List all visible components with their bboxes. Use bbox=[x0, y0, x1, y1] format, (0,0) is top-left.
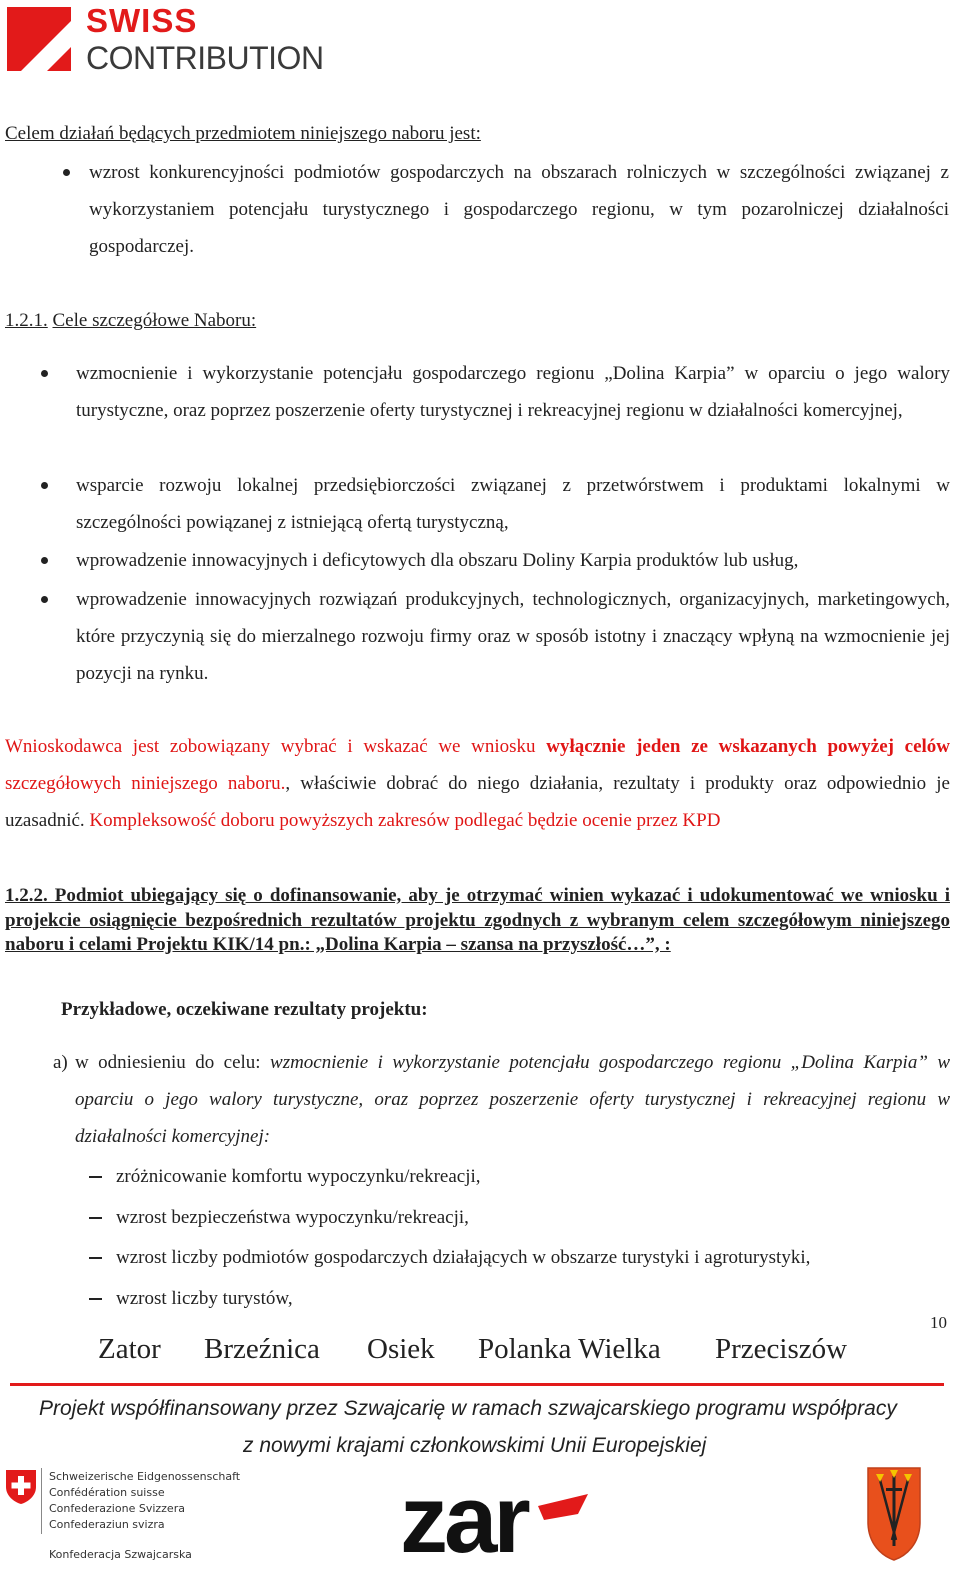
section-121-number: 1.2.1. bbox=[5, 310, 48, 331]
footer-divider bbox=[10, 1383, 944, 1386]
selection-notice bbox=[5, 728, 950, 839]
notice-part-3: szczegółowych niniejszego naboru. bbox=[5, 773, 286, 794]
result-item-4: wzrost liczby turystów, bbox=[116, 1288, 293, 1309]
notice-bold: wyłącznie jeden ze wskazanych powyżej celów bbox=[546, 736, 950, 757]
item-a-label: a) bbox=[53, 1052, 68, 1073]
intro-bullet-text: wzrost konkurencyjności podmiotów gospodarczych na obszarach rolniczych w szczególności związanej z wykorzystaniem potencjału turystycznego i gospodarczego regionu, w tym pozarolniczej działalności gospodarczej. bbox=[89, 162, 949, 257]
federation-it: Confederazione Svizzera bbox=[49, 1502, 185, 1515]
zar-logo-text: zar bbox=[400, 1480, 527, 1560]
federation-fr: Confédération suisse bbox=[49, 1486, 165, 1499]
item-a-prefix: w odniesieniu do celu: bbox=[75, 1052, 271, 1073]
dash-icon bbox=[89, 1217, 102, 1219]
goal-item-3: wprowadzenie innowacyjnych i deficytowych dla obszaru Doliny Karpia produktów lub usług, bbox=[76, 550, 799, 571]
coat-of-arms-icon bbox=[866, 1466, 922, 1562]
notice-part-5: Kompleksowość doboru powyższych zakresów podlegać będzie ocenie przez KPD bbox=[84, 810, 721, 831]
bullet-icon bbox=[41, 370, 48, 377]
federation-de: Schweizerische Eidgenossenschaft bbox=[49, 1470, 241, 1483]
bullet-icon bbox=[63, 169, 70, 176]
federation-divider bbox=[41, 1468, 42, 1534]
results-subheading: Przykładowe, oczekiwane rezultaty projektu: bbox=[61, 999, 428, 1020]
swiss-shield-icon bbox=[5, 1469, 37, 1505]
item-a-text bbox=[75, 1044, 950, 1155]
federation-rm: Confederaziun svizra bbox=[49, 1518, 165, 1531]
federation-pl: Konfederacja Szwajcarska bbox=[49, 1548, 192, 1561]
town-przeciszow: Przeciszów bbox=[715, 1333, 848, 1365]
item-a-goal: wzmocnienie i wykorzystanie potencjału gospodarczego regionu „Dolina Karpia” w oparciu o jego walory turystyczne, oraz poprzez poszerzenie oferty turystycznej i rekreacyjnej regionu w działalności komercyjnej: bbox=[75, 1052, 950, 1147]
town-zator: Zator bbox=[98, 1333, 161, 1365]
funding-line-2: z nowymi krajami członkowskimi Unii Europejskiej bbox=[243, 1434, 707, 1457]
diagonal-arrow-icon bbox=[7, 7, 71, 71]
goal-item-1: wzmocnienie i wykorzystanie potencjału gospodarczego regionu „Dolina Karpia” w oparciu o jego walory turystyczne, oraz poprzez poszerzenie oferty turystycznej i rekreacyjnej regionu w działalności komercyjnej, bbox=[76, 363, 950, 421]
result-item-3: wzrost liczby podmiotów gospodarczych działających w obszarze turystyki i agroturystyki, bbox=[116, 1247, 811, 1268]
swiss-federation-names bbox=[49, 1469, 240, 1533]
bullet-icon bbox=[41, 557, 48, 564]
town-osiek: Osiek bbox=[367, 1333, 435, 1365]
logo-text-contribution: CONTRIBUTION bbox=[86, 40, 324, 76]
swiss-contribution-logo-square bbox=[7, 7, 71, 71]
town-brzeznica: Brzeźnica bbox=[204, 1333, 320, 1365]
goal-item-2: wsparcie rozwoju lokalnej przedsiębiorczości związanej z przetwórstwem i produktami lokalnymi w szczególności powiązanej z istniejącą ofertą turystyczną, bbox=[76, 475, 950, 533]
dash-icon bbox=[89, 1298, 102, 1300]
result-item-2: wzrost bezpieczeństwa wypoczynku/rekreacji, bbox=[116, 1207, 469, 1228]
dash-icon bbox=[89, 1176, 102, 1178]
bullet-icon bbox=[41, 596, 48, 603]
result-item-1: zróżnicowanie komfortu wypoczynku/rekreacji, bbox=[116, 1166, 481, 1187]
bullet-icon bbox=[41, 482, 48, 489]
section-121-heading bbox=[5, 302, 256, 339]
section-121-title: Cele szczegółowe Naboru: bbox=[52, 310, 257, 331]
goal-item-4: wprowadzenie innowacyjnych rozwiązań produkcyjnych, technologicznych, organizacyjnych, marketingowych, które przyczynią się do mierzalnego rozwoju firmy oraz w sposób istotny i znaczący wpłyną na wzmocnienie jej pozycji na rynku. bbox=[76, 589, 950, 684]
town-polanka-wielka: Polanka Wielka bbox=[478, 1333, 661, 1365]
dash-icon bbox=[89, 1257, 102, 1259]
logo-text-swiss: SWISS bbox=[86, 2, 198, 39]
intro-heading: Celem działań będących przedmiotem niniejszego naboru jest: bbox=[5, 123, 481, 144]
section-122-heading: 1.2.2. Podmiot ubiegający się o dofinansowanie, aby je otrzymać winien wykazać i udokumentować we wniosku i projekcie osiągnięcie bezpośrednich rezultatów projektu zgodnych z wybranym celem szczegółowym niniejszego naboru i celami Projektu KIK/14 pn.: „Dolina Karpia – szansa na przyszłość…”, : bbox=[5, 885, 950, 955]
zar-logo bbox=[400, 1480, 590, 1560]
page-number: 10 bbox=[930, 1313, 947, 1332]
notice-part-4: , właściwie dobrać do niego działania, rezultaty i produkty oraz odpowiednio je uzasadnić. bbox=[5, 773, 950, 831]
funding-line-1: Projekt współfinansowany przez Szwajcarię w ramach szwajcarskiego programu współpracy bbox=[39, 1397, 897, 1420]
notice-part-1: Wnioskodawca jest zobowiązany wybrać i wskazać we wniosku bbox=[5, 736, 547, 757]
